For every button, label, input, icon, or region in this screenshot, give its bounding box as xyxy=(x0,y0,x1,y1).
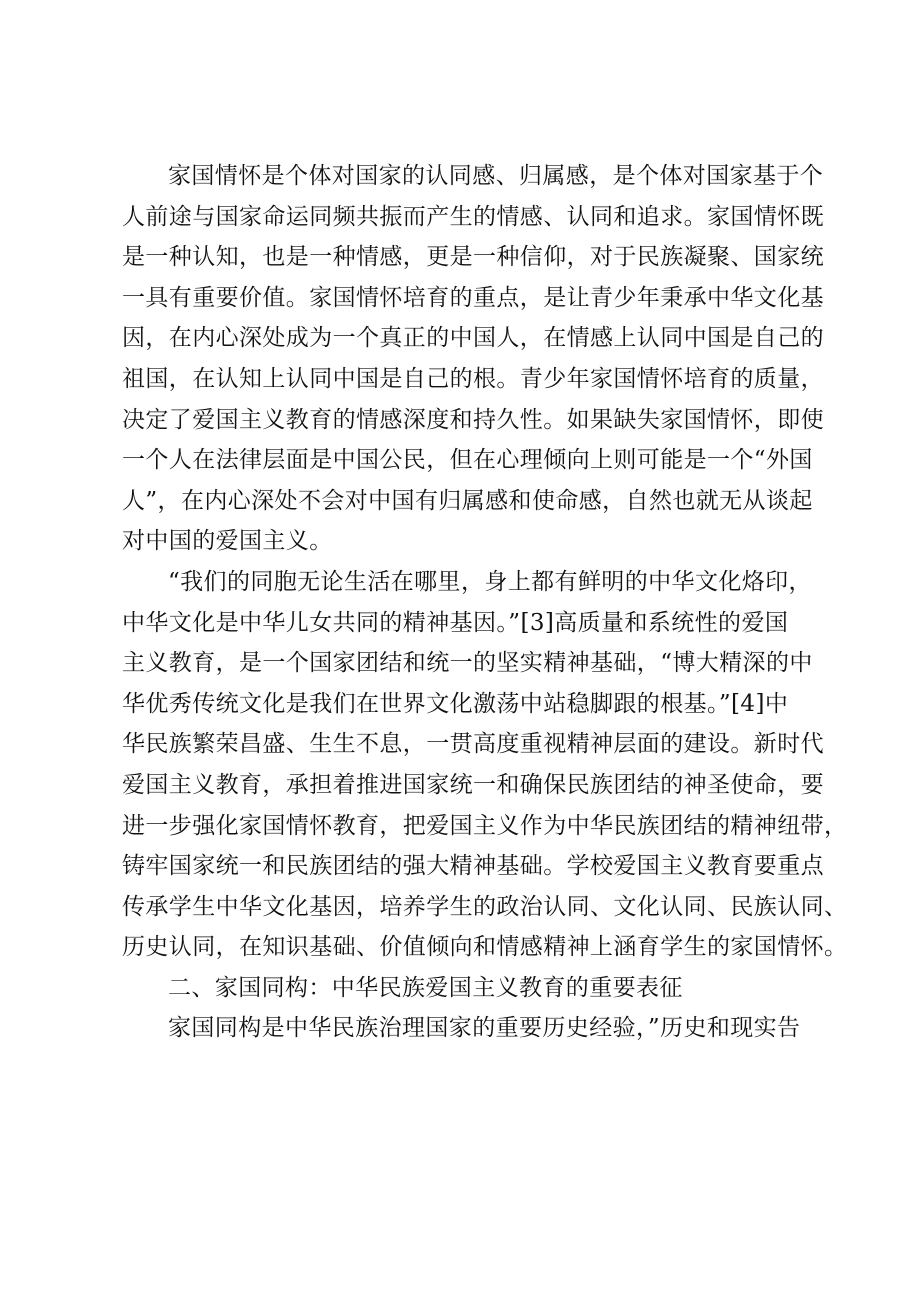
paragraph-line: 华民族繁荣昌盛、生生不息，一贯高度重视精神层面的建设。新时代 xyxy=(122,731,824,758)
paragraph-line: 因，在内心深处成为一个真正的中国人，在情感上认同中国是自己的 xyxy=(122,325,824,352)
paragraph-line: 进一步强化家国情怀教育，把爱国主义作为中华民族团结的精神纽带， xyxy=(122,812,848,839)
section-heading: 二、家国同构：中华民族爱国主义教育的重要表征 xyxy=(168,974,683,1001)
body-text xyxy=(122,156,848,1049)
paragraph-line: 华优秀传统文化是我们在世界文化激荡中站稳脚跟的根基。”[4]中 xyxy=(122,690,789,717)
paragraph-line: 主义教育，是一个国家团结和统一的坚实精神基础，“博大精深的中 xyxy=(122,650,813,677)
paragraph-line: 是一种认知，也是一种情感，更是一种信仰，对于民族凝聚、国家统 xyxy=(122,244,824,271)
paragraph-line: 中华文化是中华儿女共同的精神基因。”[3]高质量和系统性的爱国 xyxy=(122,609,789,636)
paragraph-line: 人”，在内心深处不会对中国有归属感和使命感，自然也就无从谈起 xyxy=(122,487,813,514)
paragraph-line: 传承学生中华文化基因，培养学生的政治认同、文化认同、民族认同、 xyxy=(122,893,848,920)
paragraph-line: 铸牢国家统一和民族团结的强大精神基础。学校爱国主义教育要重点 xyxy=(122,853,824,880)
paragraph-line: 对中国的爱国主义。 xyxy=(122,528,333,555)
paragraph-line: 一具有重要价值。家国情怀培育的重点，是让青少年秉承中华文化基 xyxy=(122,284,824,311)
paragraph-line: “我们的同胞无论生活在哪里，身上都有鲜明的中华文化烙印， xyxy=(168,568,812,595)
paragraph-line: 家国情怀是个体对国家的认同感、归属感，是个体对国家基于个 xyxy=(168,163,824,189)
paragraph-line: 决定了爱国主义教育的情感深度和持久性。如果缺失家国情怀，即使 xyxy=(122,406,824,433)
paragraph-line: 历史认同，在知识基础、价值倾向和情感精神上涵育学生的家国情怀。 xyxy=(122,934,848,961)
paragraph-line: 家国同构是中华民族治理国家的重要历史经验，”历史和现实告 xyxy=(168,1015,801,1042)
paragraph-line: 一个人在法律层面是中国公民，但在心理倾向上则可能是一个“外国 xyxy=(122,447,813,474)
paragraph-line: 祖国，在认知上认同中国是自己的根。青少年家国情怀培育的质量， xyxy=(122,365,824,392)
paragraph-line: 人前途与国家命运同频共振而产生的情感、认同和追求。家国情怀既 xyxy=(122,203,824,230)
paragraph-line: 爱国主义教育，承担着推进国家统一和确保民族团结的神圣使命，要 xyxy=(122,771,824,798)
